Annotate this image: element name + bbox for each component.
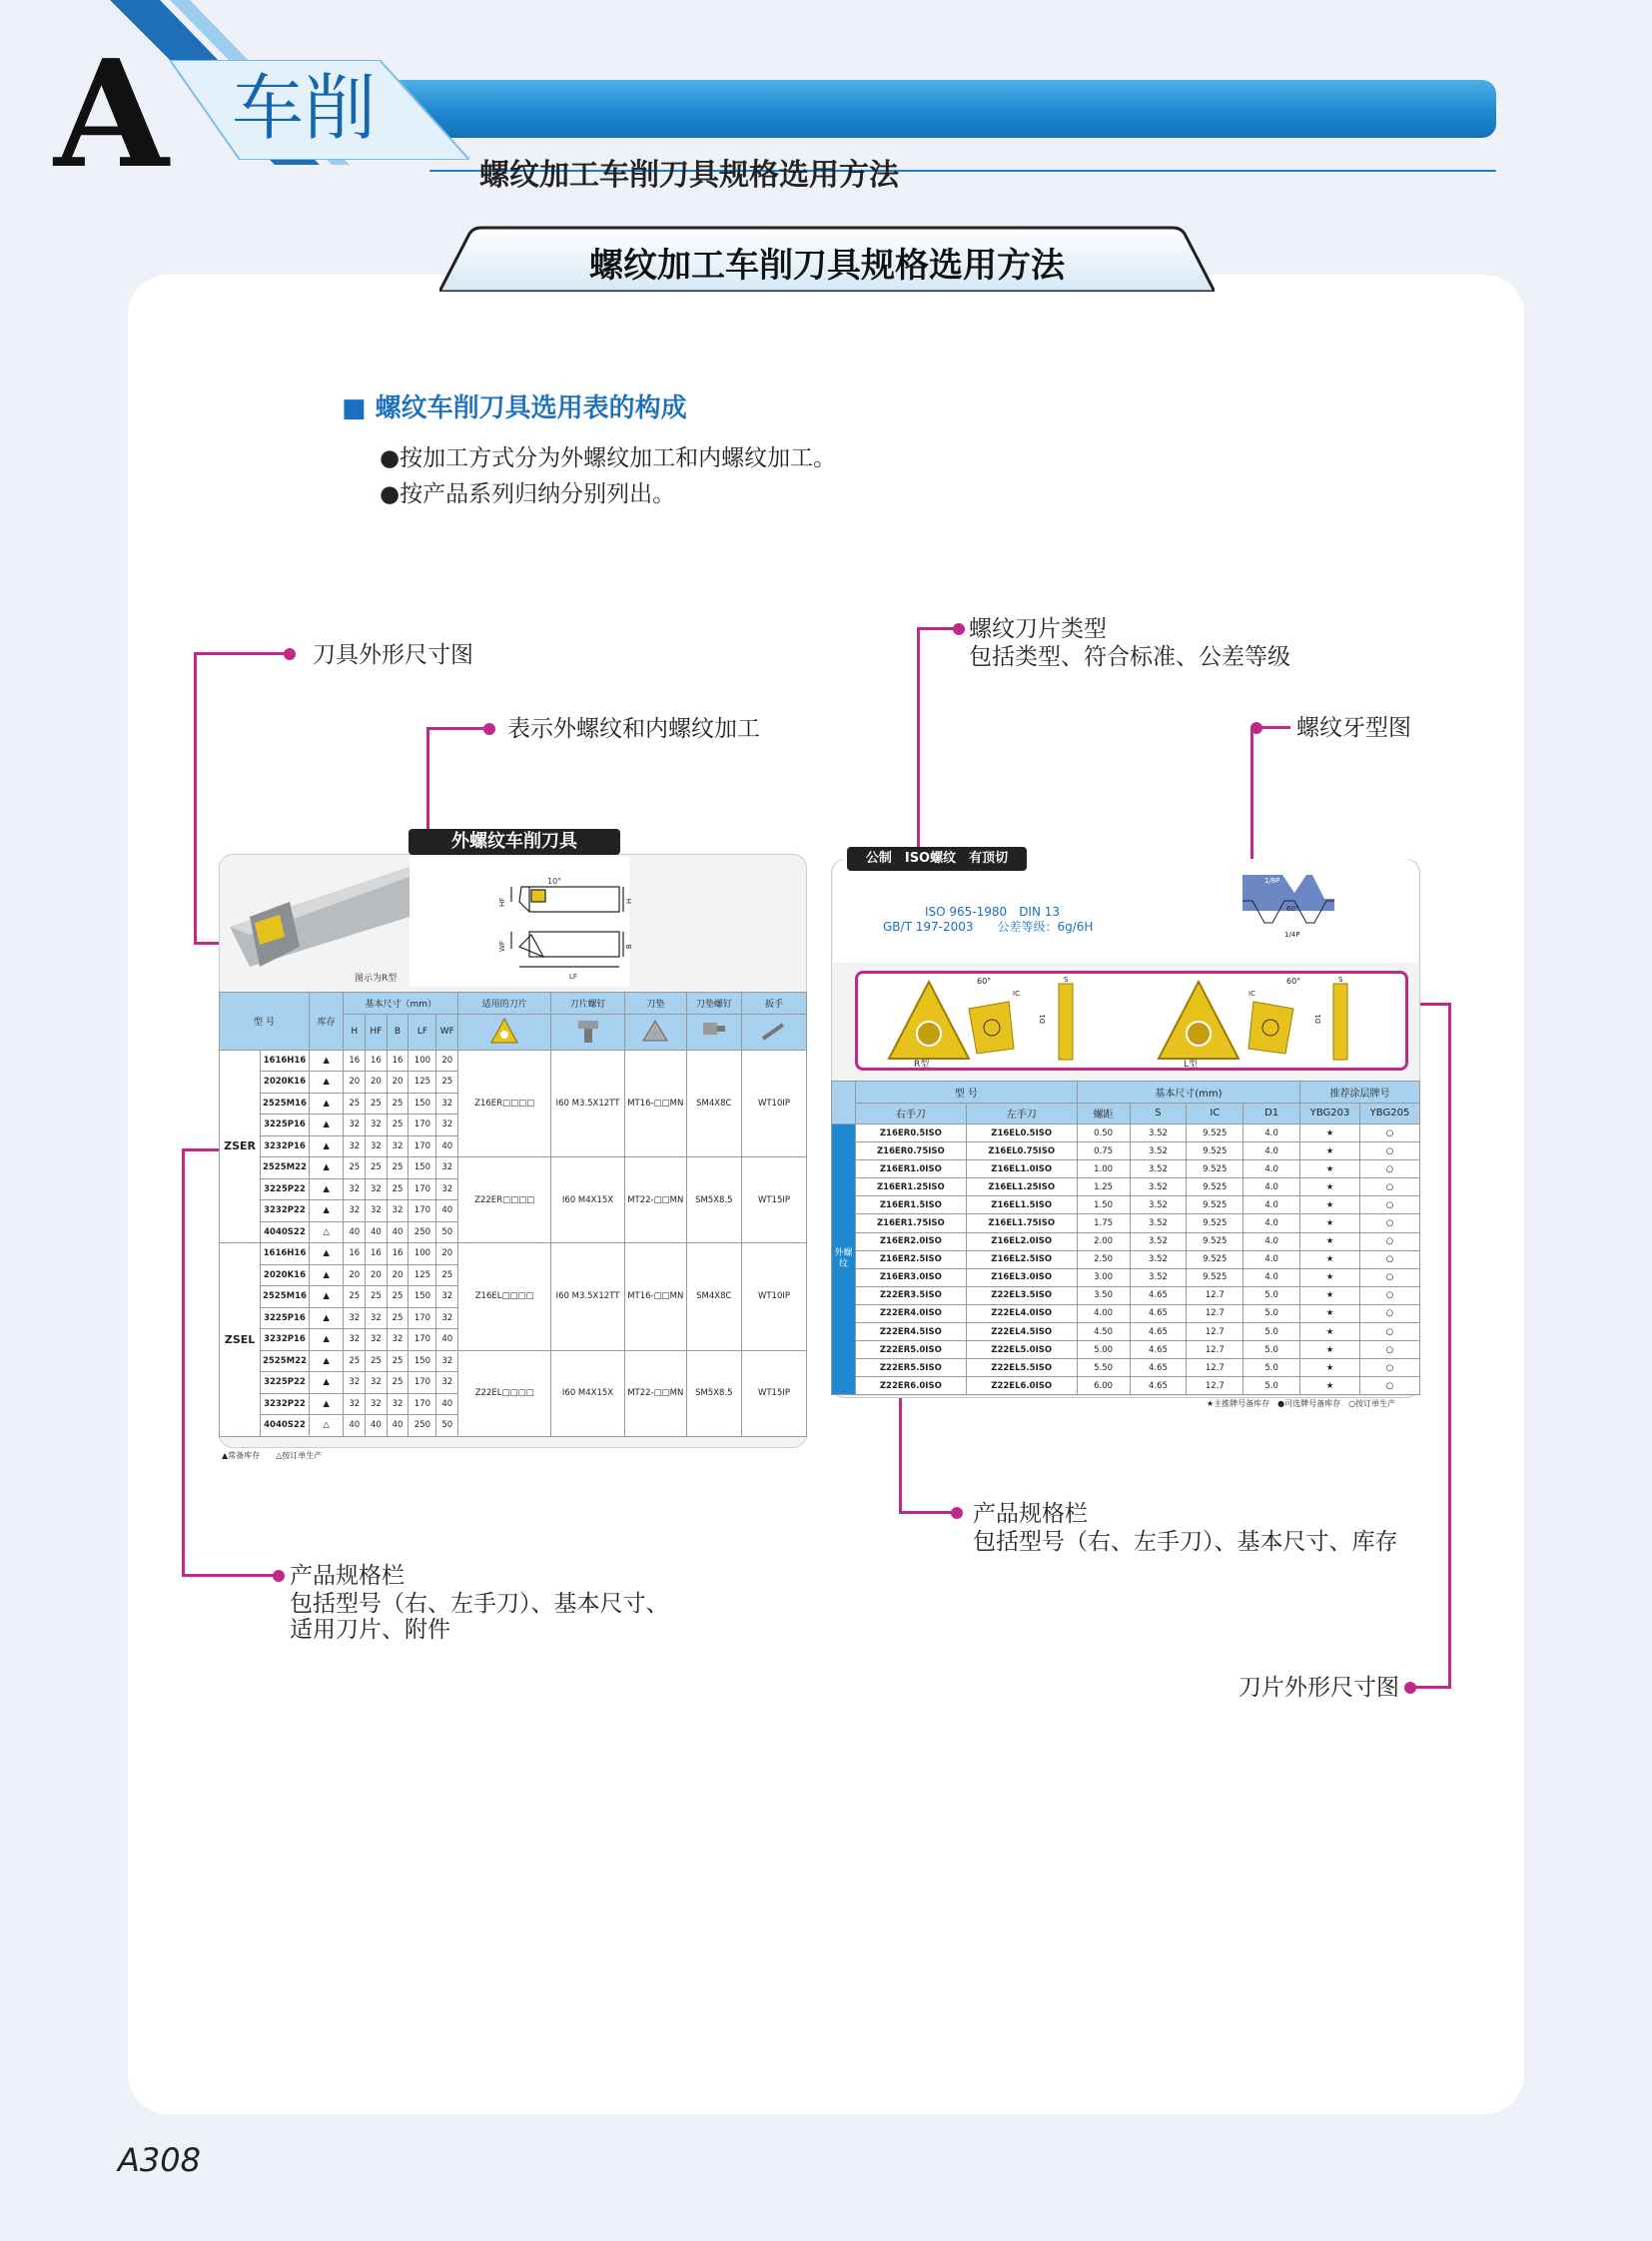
callout-right-spec-desc: 包括型号（右、左手刀）、基本尺寸、库存 [973, 1529, 1398, 1555]
holder-row: ZSEL 1616H16 ▲ 16 16 16 100 20 Z16EL□□□□ I60 M3.5X12TT MT16-□□MN SM4X8C WT10IP [220, 1243, 807, 1265]
insert-row: Z22ER4.5ISO Z22EL4.5ISO 4.50 4.65 12.7 5.0 ★ ○ [832, 1323, 1420, 1341]
th-wrench: 扳手 [741, 993, 806, 1015]
svg-text:S: S [1064, 976, 1069, 984]
th-stock: 库存 [309, 993, 344, 1051]
svg-text:WF: WF [498, 941, 506, 952]
svg-text:60°: 60° [1286, 905, 1299, 913]
insert-legend: ★主推牌号备库存 ●可选牌号备库存 ○按订单生产 [1207, 1399, 1396, 1408]
th-screw: 刀片螺钉 [551, 993, 625, 1015]
svg-text:D1: D1 [1314, 1014, 1322, 1024]
svg-text:L型: L型 [1184, 1060, 1199, 1070]
holder-row: 2525M16 ▲ 25 25 25 150 32 [220, 1093, 807, 1115]
th-r-grade: 推荐涂层牌号 [1300, 1082, 1420, 1104]
insert-row: Z16ER2.0ISO Z16EL2.0ISO 2.00 3.52 9.525 4.0 ★ ○ [832, 1232, 1420, 1250]
insert-row: Z16ER1.0ISO Z16EL1.0ISO 1.00 3.52 9.525 4.0 ★ ○ [832, 1160, 1420, 1178]
th-r-basic: 基本尺寸(mm) [1077, 1082, 1299, 1104]
standard-line-2: GB/T 197-2003 公差等级：6g/6H [883, 920, 1094, 934]
insert-row: Z22ER3.5ISO Z22EL3.5ISO 3.50 4.65 12.7 5.0 ★ ○ [832, 1286, 1420, 1304]
insert-row: Z16ER1.75ISO Z16EL1.75ISO 1.75 3.52 9.525 4.0 ★ ○ [832, 1214, 1420, 1232]
standard-line-1: ISO 965-1980 DIN 13 [925, 905, 1061, 919]
th-shim-screw: 刀垫螺钉 [686, 993, 741, 1015]
callout-ext-int: 表示外螺纹和内螺纹加工 [507, 716, 760, 742]
insert-tag: 公制 ISO螺纹 有顶切 [847, 847, 1027, 871]
svg-text:B: B [625, 944, 633, 949]
bullet-2: ●按产品系列归纳分别列出。 [380, 481, 676, 507]
holder-row: 2525M16 ▲ 25 25 25 150 32 [220, 1286, 807, 1308]
holder-row: ZSER 1616H16 ▲ 16 16 16 100 20 Z16ER□□□□ I60 M3.5X12TT MT16-□□MN SM4X8C WT10IP [220, 1050, 807, 1072]
holder-row: 2525M22 ▲ 25 25 25 150 32 Z22ER□□□□ I60 M4X15X MT22-□□MN SM5X8.5 WT15IP [220, 1157, 807, 1179]
bullet-1: ●按加工方式分为外螺纹加工和内螺纹加工。 [380, 445, 837, 471]
insert-row: Z16ER1.25ISO Z16EL1.25ISO 1.25 3.52 9.525 4.0 ★ ○ [832, 1178, 1420, 1196]
series-name: ZSER [220, 1050, 261, 1243]
page-subtitle: 螺纹加工车削刀具规格选用方法 [479, 158, 899, 193]
holder-row: 3225P22 ▲ 32 32 25 170 32 [220, 1178, 807, 1200]
holder-tag: 外螺纹车削刀具 [409, 829, 620, 855]
svg-text:1/8P: 1/8P [1264, 877, 1280, 885]
th-model: 型 号 [220, 993, 310, 1051]
insert-row: Z16ER2.5ISO Z16EL2.5ISO 2.50 3.52 9.525 4.0 ★ ○ [832, 1250, 1420, 1268]
holder-row: 4040S22 △ 40 40 40 250 50 [220, 1415, 807, 1437]
callout-left-spec-title: 产品规格栏 [290, 1563, 405, 1589]
svg-text:IC: IC [1248, 990, 1255, 998]
callout-insert-outline: 刀片外形尺寸图 [1239, 1675, 1399, 1701]
callout-right-spec-title: 产品规格栏 [973, 1501, 1088, 1527]
insert-row: 外螺纹 Z16ER0.5ISO Z16EL0.5ISO 0.50 3.52 9.525 4.0 ★ ○ [832, 1124, 1420, 1142]
holder-row: 3232P22 ▲ 32 32 32 170 40 [220, 1393, 807, 1415]
th-shim: 刀垫 [624, 993, 686, 1015]
callout-left-spec-desc1: 包括型号（右、左手刀）、基本尺寸、 [290, 1591, 669, 1617]
insert-row: Z16ER3.0ISO Z16EL3.0ISO 3.00 3.52 9.525 4.0 ★ ○ [832, 1268, 1420, 1286]
thread-profile-drawing [1242, 871, 1334, 941]
callout-left-spec-desc2: 适用刀片、附件 [290, 1617, 450, 1643]
insert-row: Z22ER5.0ISO Z22EL5.0ISO 5.00 4.65 12.7 5.0 ★ ○ [832, 1341, 1420, 1359]
callout-thread-profile: 螺纹牙型图 [1296, 715, 1411, 741]
section-name: 车削 [232, 66, 377, 150]
svg-text:60°: 60° [1286, 977, 1301, 986]
th-insert: 适用的刀片 [458, 993, 551, 1015]
holder-row: 3232P22 ▲ 32 32 32 170 40 [220, 1200, 807, 1222]
svg-text:图示为R型: 图示为R型 [355, 974, 398, 984]
wrench-icon [741, 1014, 806, 1050]
callout-insert-type-desc: 包括类型、符合标准、公差等级 [969, 644, 1290, 670]
screw-icon [551, 1014, 625, 1050]
insert-row: Z22ER4.0ISO Z22EL4.0ISO 4.00 4.65 12.7 5.0 ★ ○ [832, 1304, 1420, 1322]
svg-text:D1: D1 [1039, 1014, 1047, 1024]
holder-row: 3225P22 ▲ 32 32 25 170 32 [220, 1372, 807, 1394]
th-basic: 基本尺寸（mm） [344, 993, 458, 1015]
svg-text:LF: LF [569, 973, 577, 981]
section-heading: ■ 螺纹车削刀具选用表的构成 [342, 393, 687, 423]
page-number: A308 [118, 2141, 201, 2179]
insert-row: Z22ER6.0ISO Z22EL6.0ISO 6.00 4.65 12.7 5.0 ★ ○ [832, 1377, 1420, 1395]
header-bar [330, 80, 1496, 138]
svg-text:S: S [1338, 976, 1343, 984]
holder-row: 3225P16 ▲ 32 32 25 170 32 [220, 1115, 807, 1136]
svg-text:H: H [625, 898, 633, 904]
th-r-model: 型 号 [855, 1082, 1077, 1104]
svg-text:IC: IC [1013, 990, 1020, 998]
holder-row: 2525M22 ▲ 25 25 25 150 32 Z22EL□□□□ I60 M4X15X MT22-□□MN SM5X8.5 WT15IP [220, 1350, 807, 1372]
svg-text:1/4P: 1/4P [1284, 931, 1300, 939]
svg-text:R型: R型 [914, 1060, 930, 1070]
holder-row: 3232P16 ▲ 32 32 32 170 40 [220, 1135, 807, 1157]
insert-icon [458, 1014, 551, 1050]
insert-spec-table: 型 号 基本尺寸(mm) 推荐涂层牌号 右手刀 左手刀 螺距 S IC D1 YBG203 YBG205 外螺纹 Z16ER0.5ISO Z16EL0.5ISO 0.50 3.52 9.525 4.0 ★ ○ Z16ER0.75ISO Z16EL0.75ISO 0.75 3.52 9.525 4.0 ★ ○ Z16ER1.0ISO Z16EL1.0ISO 1.00 3.52 9.525 4.0 ★ ○ Z16ER1.25ISO Z16EL1.25ISO 1.25 3.52 9.525 4.0 ★ ○ Z16ER1.5ISO Z16EL1.5ISO 1.50 3.52 9.525 4.0 ★ ○ Z16ER1.75ISO Z16EL1.75ISO 1.75 3.52 9.525 4.0 ★ ○ Z16ER2.0ISO Z16EL2.0ISO 2.00 3.52 9.525 4.0 ★ ○ Z16ER2.5ISO Z16EL2.5ISO 2.50 3.52 9.525 4.0 ★ ○ Z16ER3.0ISO Z16EL3.0ISO 3.00 3.52 9.525 4.0 ★ ○ Z22ER3.5ISO Z22EL3.5ISO 3.50 4.65 12.7 5.0 ★ ○ Z22ER4.0ISO Z22EL4.0ISO 4.00 4.65 12.7 5.0 ★ ○ Z22ER4.5ISO Z22EL4.5ISO 4.50 4.65 12.7 5.0 ★ ○ Z22ER5.0ISO Z22EL5.0ISO 5.00 4.65 12.7 5.0 ★ ○ Z22ER5.5ISO Z22EL5.5ISO 5.50 4.65 12.7 5.0 ★ ○ Z22ER6.0ISO Z22EL6.0ISO 6.00 4.65 12.7 5.0 ★ ○ [831, 1081, 1420, 1395]
insert-drawings [859, 974, 1406, 1070]
insert-row: Z16ER0.75ISO Z16EL0.75ISO 0.75 3.52 9.525 4.0 ★ ○ [832, 1142, 1420, 1160]
holder-row: 3225P16 ▲ 32 32 25 170 32 [220, 1307, 807, 1329]
holder-spec-table: 型 号 库存 基本尺寸（mm） 适用的刀片 刀片螺钉 刀垫 刀垫螺钉 扳手 H HF B LF WF ZSER 1616H16 ▲ 16 16 16 100 20 Z16ER□□□□ I60 M3.5X12TT MT16-□□MN SM4X8C WT10IP 2020K16 ▲ 20 20 20 125 25 2525M16 ▲ 25 25 25 150 32 3225P16 ▲ 32 32 25 170 32 3232P16 ▲ 32 32 32 170 40 2525M22 ▲ 25 25 25 150 32 Z22ER□□□□ I60 M4X15X MT22-□□MN SM5X8.5 WT15IP 3225P22 ▲ 32 32 25 170 32 3232P22 ▲ 32 32 32 170 40 4040S22 △ 40 40 40 250 50 ZSEL 1616H16 ▲ 16 16 16 100 20 Z16EL□□□□ I60 M3.5X12TT MT16-□□MN SM4X8C WT10IP 2020K16 ▲ 20 20 20 125 25 2525M16 ▲ 25 25 25 150 32 3225P16 ▲ 32 32 25 170 32 3232P16 ▲ 32 32 32 170 40 2525M22 ▲ 25 25 25 150 32 Z22EL□□□□ I60 M4X15X MT22-□□MN SM5X8.5 WT15IP 3225P22 ▲ 32 32 25 170 32 3232P22 ▲ 32 32 32 170 40 4040S22 △ 40 40 40 250 50 [219, 992, 807, 1437]
shim-screw-icon [686, 1014, 741, 1050]
holder-row: 4040S22 △ 40 40 40 250 50 [220, 1221, 807, 1243]
holder-drawing [220, 857, 807, 989]
holder-legend: ▲常备库存 △按订单生产 [222, 1451, 323, 1460]
svg-text:10°: 10° [547, 877, 562, 886]
insert-row: Z16ER1.5ISO Z16EL1.5ISO 1.50 3.52 9.525 4.0 ★ ○ [832, 1196, 1420, 1214]
callout-insert-type-title: 螺纹刀片类型 [969, 616, 1107, 642]
chapter-letter: A [54, 27, 169, 201]
callout-holder-outline: 刀具外形尺寸图 [313, 642, 473, 668]
shim-icon [624, 1014, 686, 1050]
holder-row: 2020K16 ▲ 20 20 20 125 25 [220, 1264, 807, 1286]
svg-text:60°: 60° [977, 977, 992, 986]
series-name: ZSEL [220, 1243, 261, 1437]
svg-text:HF: HF [498, 897, 506, 907]
side-label: 外螺纹 [832, 1124, 856, 1395]
holder-row: 3232P16 ▲ 32 32 32 170 40 [220, 1329, 807, 1351]
insert-row: Z22ER5.5ISO Z22EL5.5ISO 5.50 4.65 12.7 5.0 ★ ○ [832, 1359, 1420, 1377]
holder-row: 2020K16 ▲ 20 20 20 125 25 [220, 1072, 807, 1094]
main-title: 螺纹加工车削刀具规格选用方法 [589, 246, 1065, 286]
